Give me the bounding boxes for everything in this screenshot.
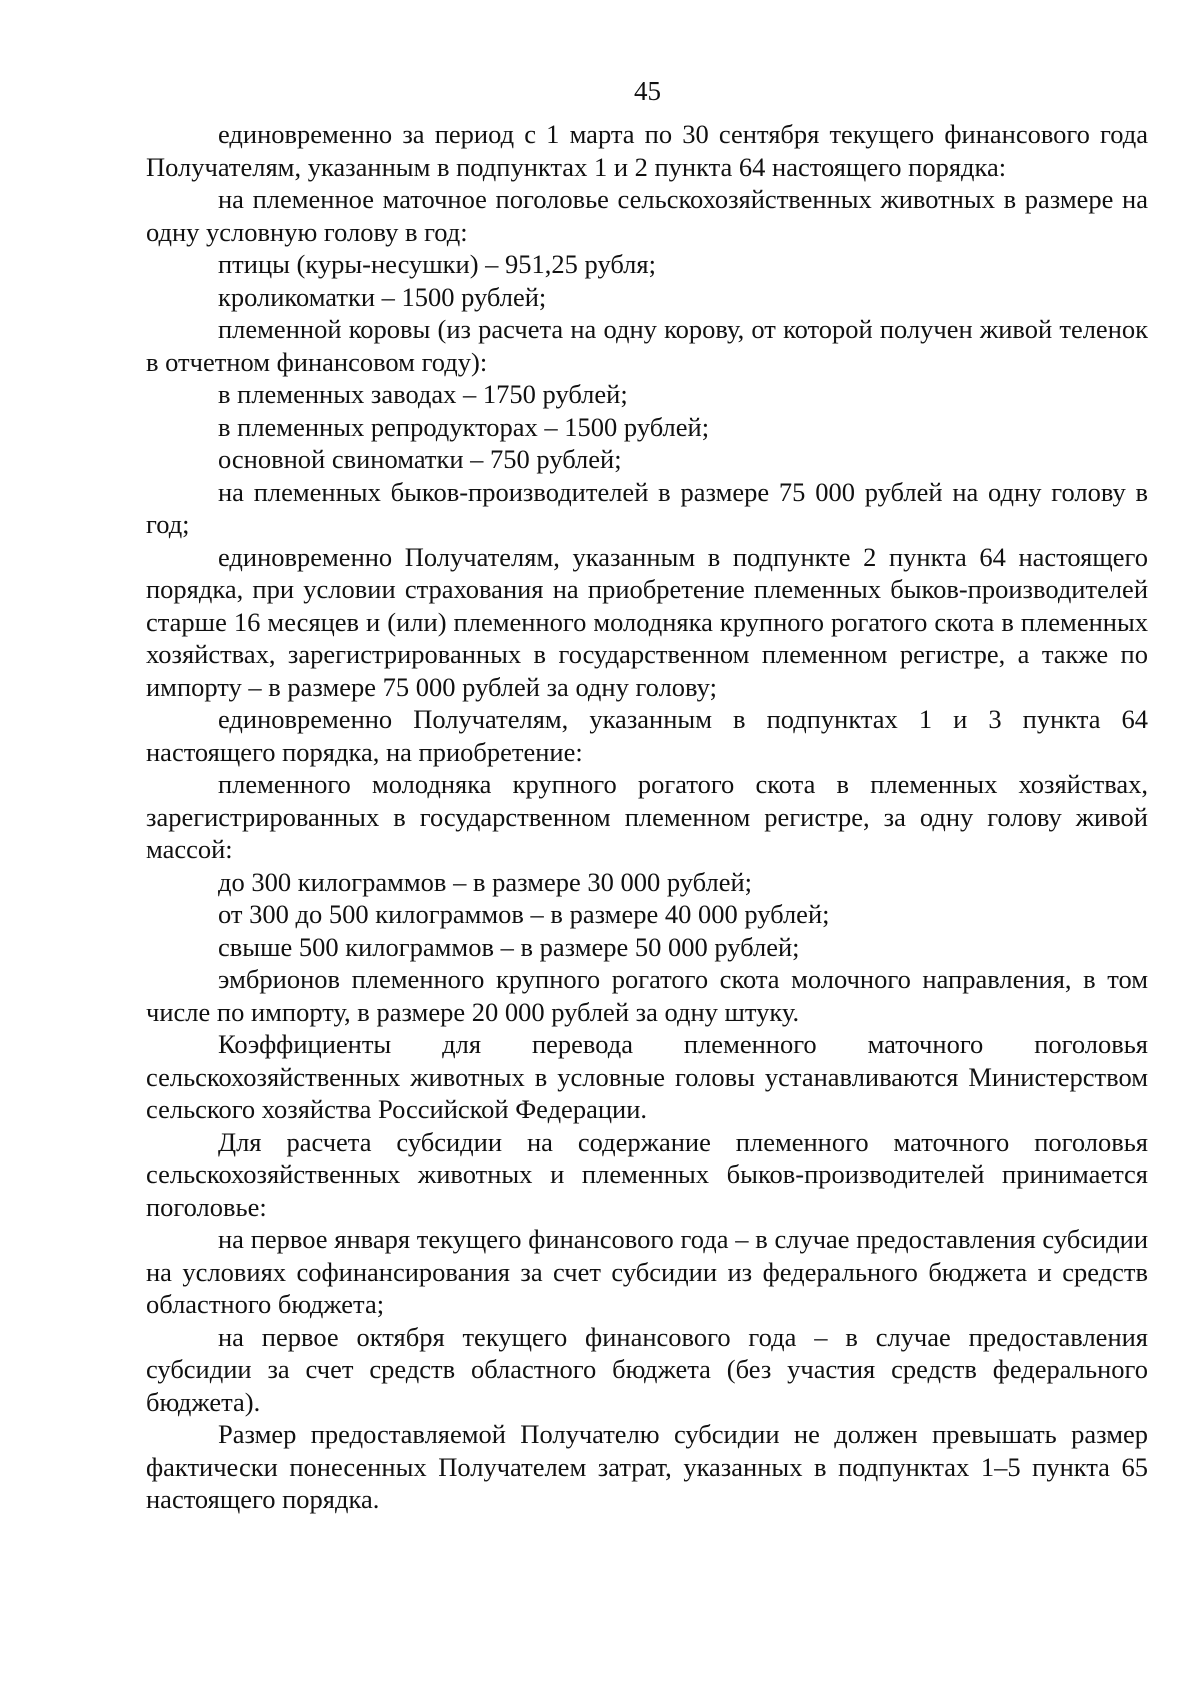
paragraph: Для расчета субсидии на содержание племенного маточного поголовья сельскохозяйственных животных и племенных быков-производителей принимается поголовье: [146,1126,1148,1222]
paragraph: до 300 килограммов – в размере 30 000 рублей; [218,866,753,897]
paragraph: от 300 до 500 килограммов – в размере 40 000 рублей; [218,899,830,929]
paragraph: птицы (куры-несушки) – 951,25 рубля; [218,249,656,279]
paragraph: свыше 500 килограммов – в размере 50 000 рублей; [218,931,800,962]
document-body [146,118,1148,1516]
paragraph: Размер предоставляемой Получателю субсидии не должен превышать размер фактически понесенных Получателем затрат, указанных в подпунктах 1–5 пункта 65 настоящего порядка. [146,1419,1148,1514]
paragraph: единовременно Получателям, указанным в подпунктах 1 и 3 пункта 64 настоящего порядка, на приобретение: [146,704,1148,767]
paragraph: на первое октября текущего финансового года – в случае предоставления субсидии за счет средств областного бюджета (без участия средств федерального бюджета). [146,1321,1148,1417]
paragraph: племенного молодняка крупного рогатого скота в племенных хозяйствах, зарегистрированных в государственном племенном регистре, за одну голову живой массой: [146,769,1148,864]
paragraph: эмбрионов племенного крупного рогатого скота молочного направления, в том числе по импорту, в размере 20 000 рублей за одну штуку. [146,964,1148,1027]
paragraph: на первое января текущего финансового года – в случае предоставления субсидии на условиях софинансирования за счет субсидии из федерального бюджета и средств областного бюджета; [146,1224,1148,1319]
paragraph: основной свиноматки – 750 рублей; [218,444,622,474]
paragraph: на племенное маточное поголовье сельскохозяйственных животных в размере на одну условную голову в год: [146,184,1148,247]
paragraph: единовременно за период с 1 марта по 30 сентября текущего финансового года Получателям, указанным в подпунктах 1 и 2 пункта 64 настоящего порядка: [146,119,1148,182]
paragraph: в племенных заводах – 1750 рублей; [218,379,628,409]
paragraph: в племенных репродукторах – 1500 рублей; [218,411,710,442]
paragraph: кроликоматки – 1500 рублей; [218,281,547,312]
paragraph: племенной коровы (из расчета на одну корову, от которой получен живой теленок в отчетном финансовом году): [146,314,1148,377]
page-number: 45 [634,76,661,106]
paragraph: Коэффициенты для перевода племенного маточного поголовья сельскохозяйственных животных в условные головы устанавливаются Министерством сельского хозяйства Российской Федерации. [146,1029,1148,1124]
paragraph: на племенных быков-производителей в размере 75 000 рублей на одну голову в год; [146,476,1148,539]
paragraph: единовременно Получателям, указанным в подпункте 2 пункта 64 настоящего порядка, при условии страхования на приобретение племенных быков-производителей старше 16 месяцев и (или) племенного молодняка крупного рогатого скота в племенных хозяйствах, зарегистрированных в государственном племенном регистре, а также по импорту – в размере 75 000 рублей за одну голову; [146,541,1148,702]
